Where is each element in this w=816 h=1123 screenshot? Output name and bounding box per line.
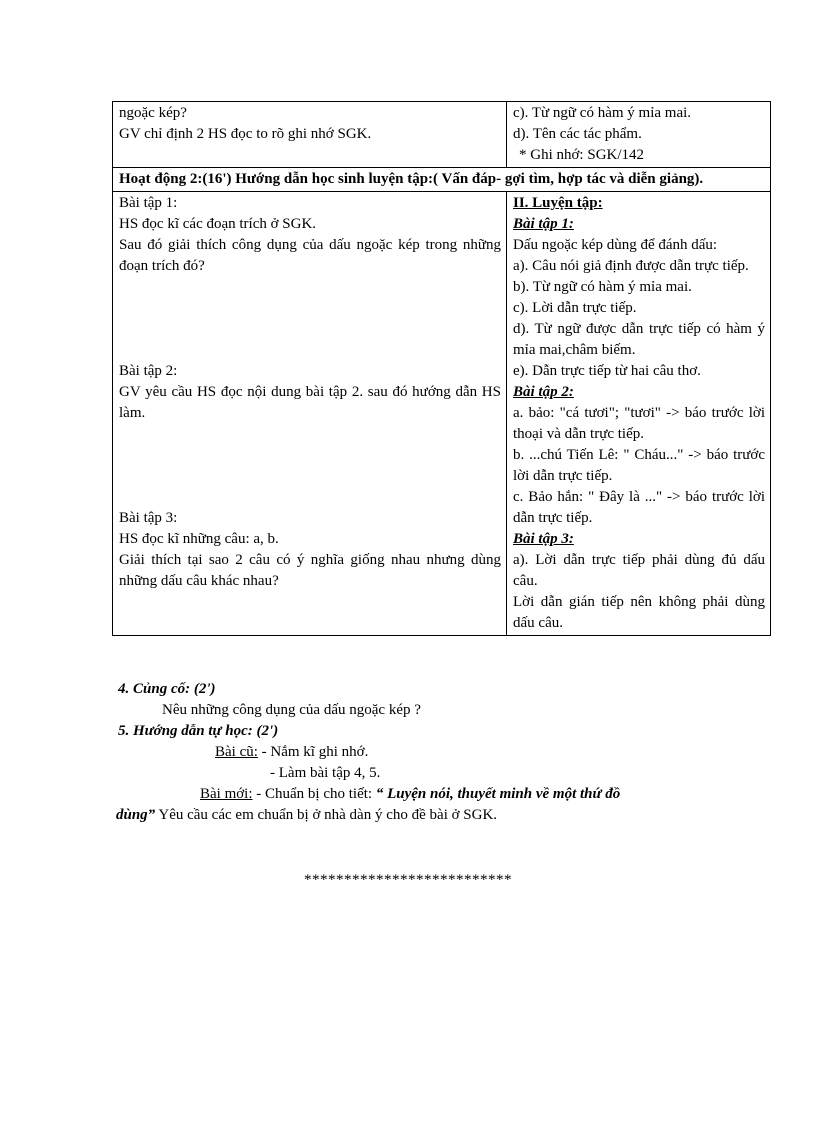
ex2-answer-title: Bài tập 2:: [513, 384, 574, 400]
new-lesson-continuation: [116, 805, 776, 826]
new-lesson-prefix: - Chuẩn bị cho tiết:: [256, 786, 373, 802]
ex1-answer-line: Dấu ngoặc kép dùng để đánh dấu:: [513, 237, 718, 253]
ex1-instruction: HS đọc kĩ các đoạn trích ở SGK.: [119, 216, 317, 232]
row1-right-line: d). Tên các tác phẩm.: [513, 126, 642, 142]
row1-left-cell: [113, 102, 507, 168]
ex1-answer-line: b). Từ ngữ có hàm ý mỉa mai.: [513, 279, 692, 295]
teacher-activities-cell: [113, 192, 507, 636]
section-title: II. Luyện tập:: [513, 195, 603, 211]
ex1-answer-line: d). Từ ngữ được dẫn trực tiếp có hàm ý mỉa mai,châm biếm.: [513, 321, 765, 358]
ex2-answer-line: b. ...chú Tiến Lê: " Cháu..." -> báo trước lời dẫn trực tiếp.: [513, 447, 765, 484]
ex2-answer-line: a. bảo: "cá tươi"; "tươi" -> báo trước lời thoại và dẫn trực tiếp.: [513, 405, 765, 442]
new-lesson-label: Bài mới:: [200, 786, 253, 802]
table-row-activity-header: [113, 168, 771, 192]
row1-right-line: c). Từ ngữ có hàm ý mỉa mai.: [513, 105, 692, 121]
lesson-table: [112, 101, 771, 636]
self-study-heading: 5. Hướng dẫn tự học: (2'): [118, 723, 279, 739]
memo-note: * Ghi nhớ: SGK/142: [519, 147, 645, 163]
ex1-answer-line: e). Dẫn trực tiếp từ hai câu thơ.: [513, 363, 701, 379]
row1-left-line: GV chỉ định 2 HS đọc to rõ ghi nhớ SGK.: [119, 126, 372, 142]
consolidation-text: Nêu những công dụng của dấu ngoặc kép ?: [162, 702, 421, 718]
ex2-answer-line: c. Bảo hắn: " Đây là ..." -> báo trước lời dẫn trực tiếp.: [513, 489, 765, 526]
new-lesson-title-end: dùng”: [116, 807, 156, 823]
activity-header: Hoạt động 2:(16') Hướng dẫn học sinh luyện tập:( Vấn đáp- gợi tìm, hợp tác và diễn giảng).: [113, 168, 771, 192]
old-lesson-item: - Làm bài tập 4, 5.: [270, 765, 381, 781]
new-lesson-line: [200, 784, 816, 805]
ex3-answer-line: Lời dẫn gián tiếp nên không phải dùng dấu câu.: [513, 594, 765, 631]
ex3-answer-title: Bài tập 3:: [513, 531, 574, 547]
ex3-instruction: HS đọc kĩ những câu: a, b.: [119, 531, 279, 547]
ex1-answer-title: Bài tập 1:: [513, 216, 574, 232]
ex2-label: Bài tập 2:: [119, 363, 178, 379]
separator-stars: **************************: [304, 872, 512, 888]
answers-cell: [507, 192, 771, 636]
ex1-answer-line: a). Câu nói giả định được dẫn trực tiếp.: [513, 258, 749, 274]
row1-right-cell: [507, 102, 771, 168]
ex1-answer-line: c). Lời dẫn trực tiếp.: [513, 300, 637, 316]
ex2-instruction: GV yêu cầu HS đọc nội dung bài tập 2. sau đó hướng dẫn HS làm.: [119, 384, 501, 421]
ex1-label: Bài tập 1:: [119, 195, 178, 211]
row1-left-line: ngoặc kép?: [119, 105, 187, 121]
old-lesson-line: [215, 742, 816, 763]
ex3-answer-line: a). Lời dẫn trực tiếp phải dùng đủ dấu câu.: [513, 552, 765, 589]
ex3-instruction: Giải thích tại sao 2 câu có ý nghĩa giống nhau nhưng dùng những dấu câu khác nhau?: [119, 552, 501, 589]
ex1-instruction: Sau đó giải thích công dụng của dấu ngoặc kép trong những đoạn trích đó?: [119, 237, 501, 274]
new-lesson-instruction: Yêu cầu các em chuẩn bị ở nhà dàn ý cho đề bài ở SGK.: [155, 807, 498, 823]
consolidation-heading: 4. Củng cố: (2'): [118, 681, 216, 697]
old-lesson-item: - Nắm kĩ ghi nhớ.: [261, 744, 369, 760]
new-lesson-title: “ Luyện nói, thuyết minh về một thứ đồ: [375, 786, 621, 802]
table-row-exercises: [113, 192, 771, 636]
table-row-continuation: [113, 102, 771, 168]
ex3-label: Bài tập 3:: [119, 510, 178, 526]
old-lesson-label: Bài cũ:: [215, 744, 258, 760]
